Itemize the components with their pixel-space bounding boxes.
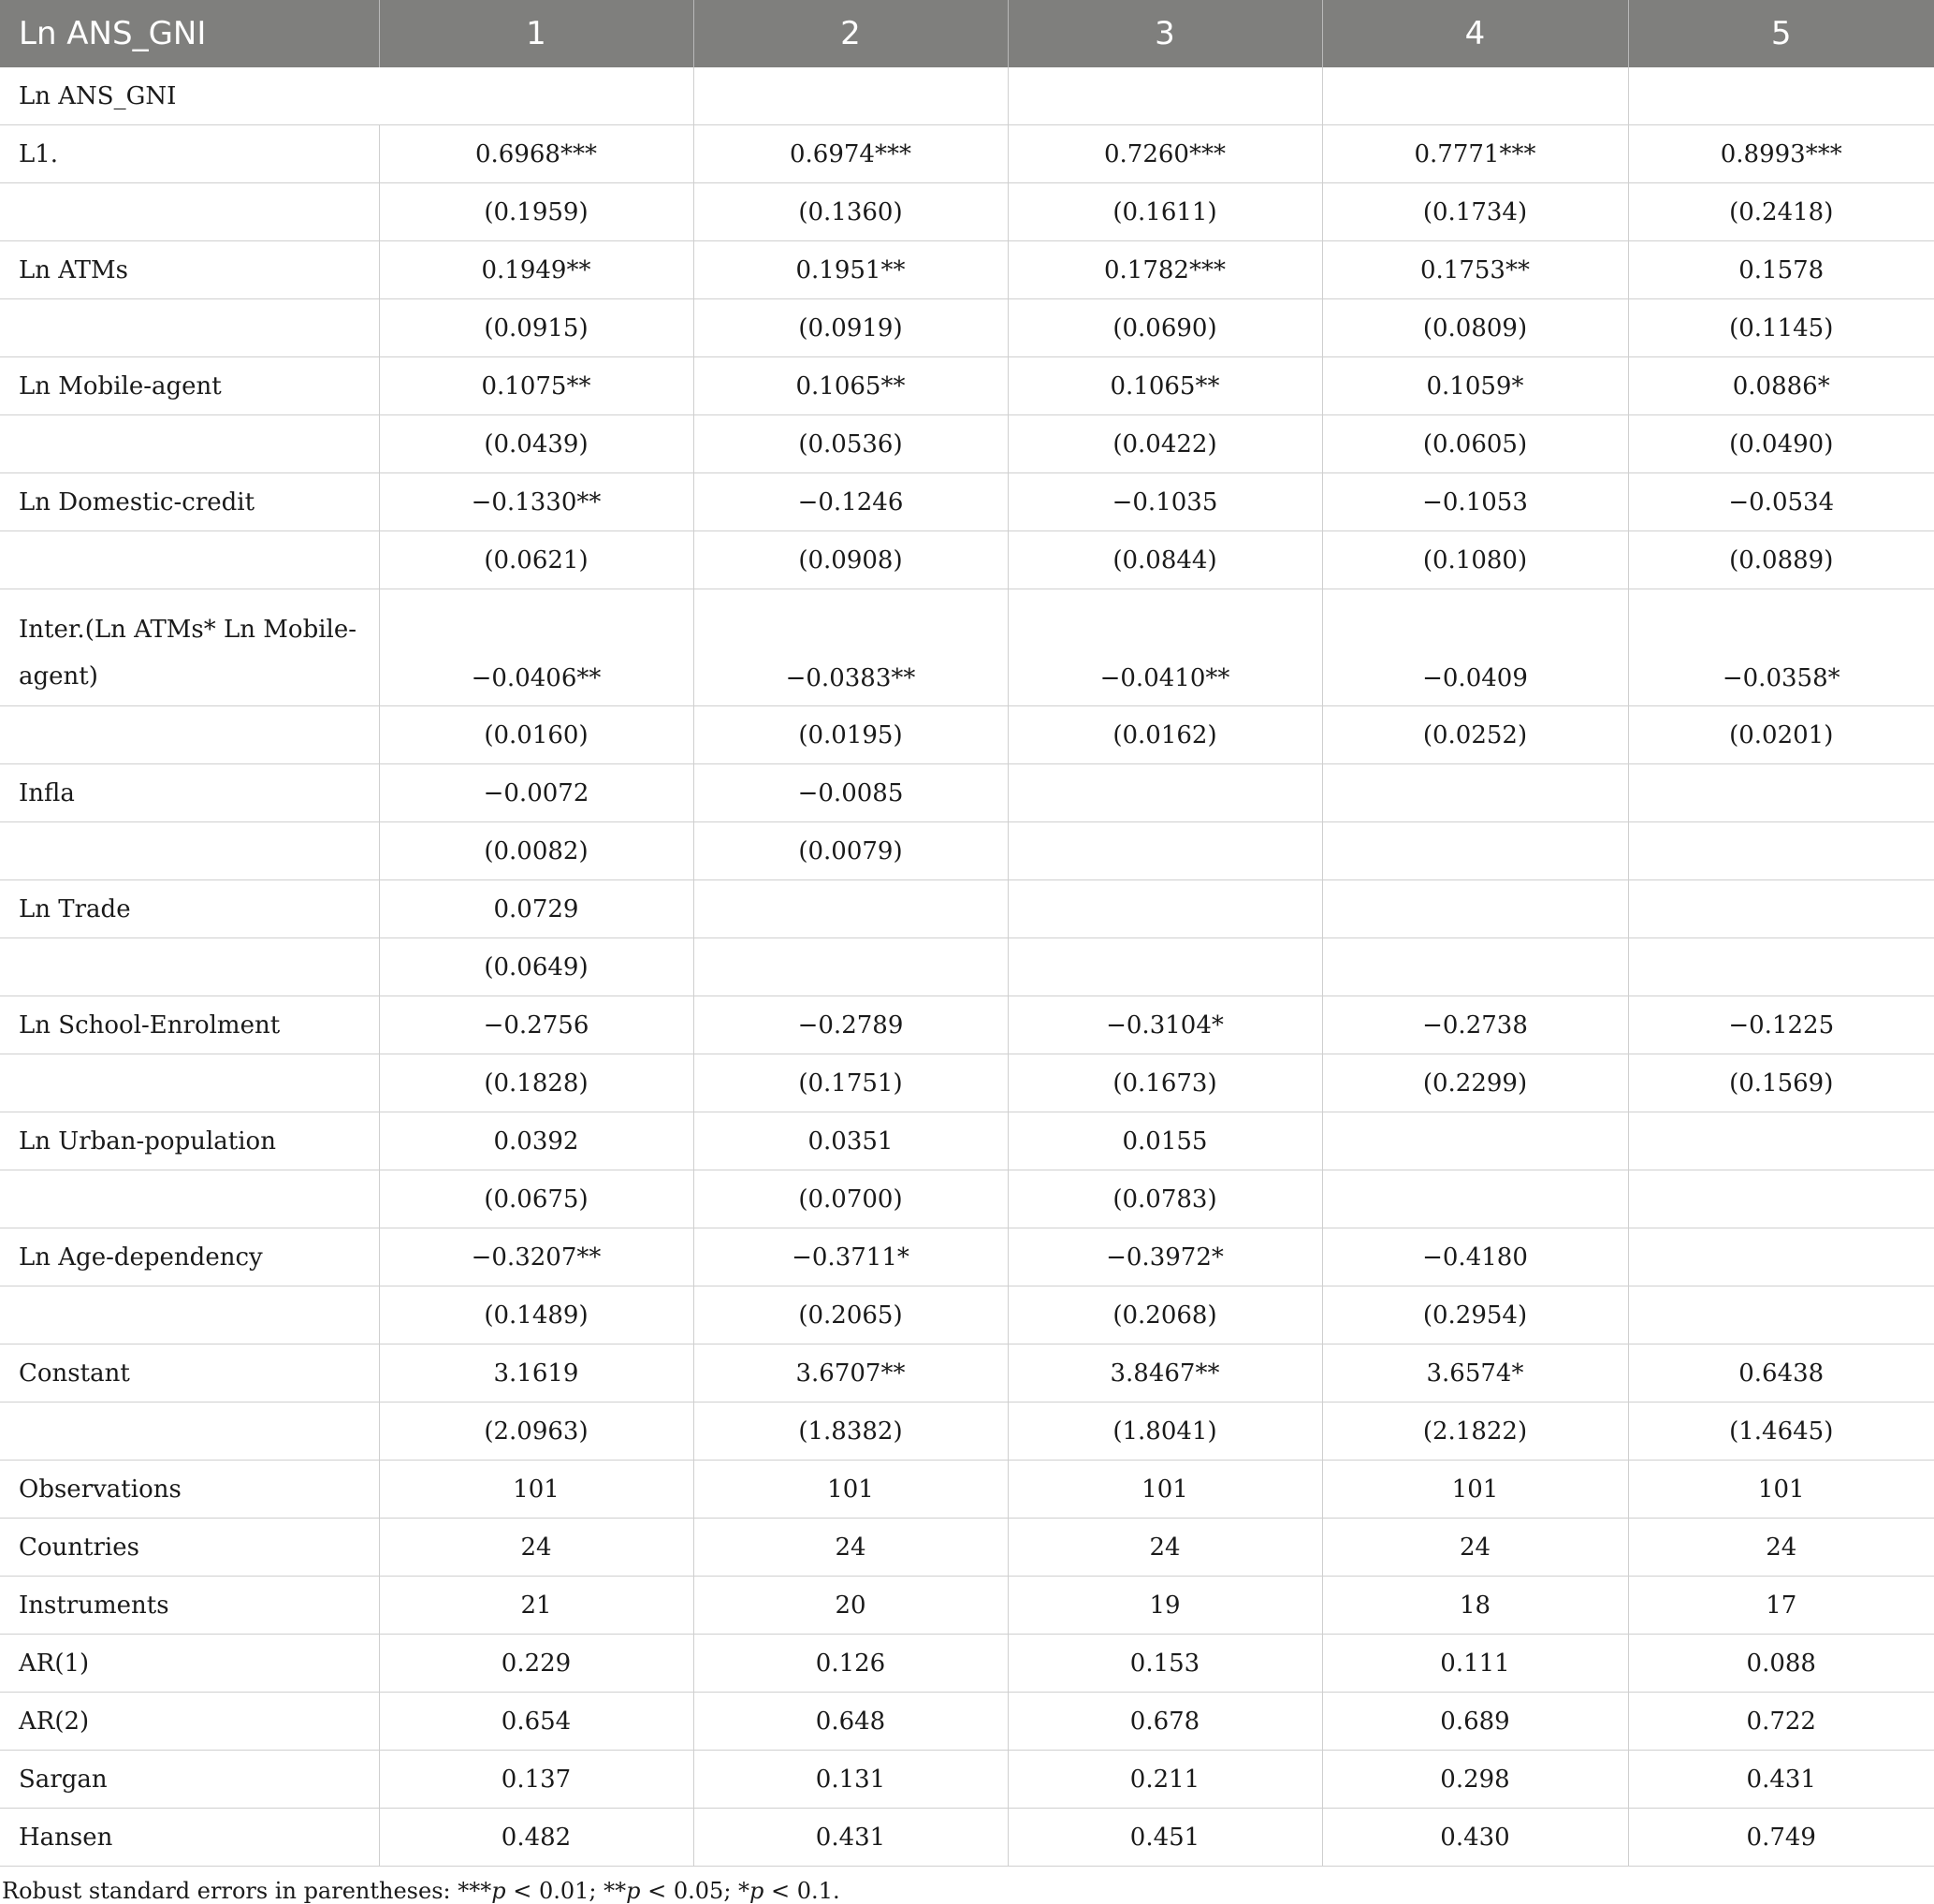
table-cell: 3.6707** xyxy=(693,1344,1008,1403)
table-cell: (0.0082) xyxy=(379,822,693,880)
row-label: Observations xyxy=(0,1461,379,1519)
table-cell: 24 xyxy=(1322,1519,1628,1577)
table-cell: (0.0908) xyxy=(693,531,1008,589)
table-cell: 0.131 xyxy=(693,1751,1008,1809)
row-label xyxy=(0,299,379,357)
table-cell xyxy=(1008,880,1322,938)
table-cell xyxy=(1628,764,1934,822)
table-cell: (0.1751) xyxy=(693,1054,1008,1112)
table-row xyxy=(0,938,1934,996)
table-cell: 0.431 xyxy=(693,1809,1008,1867)
footnote-prefix: Robust standard errors in parentheses: *** xyxy=(2,1878,492,1904)
table-cell: (1.8382) xyxy=(693,1403,1008,1461)
table-cell: −0.0534 xyxy=(1628,473,1934,531)
table-cell: −0.1330** xyxy=(379,473,693,531)
table-cell: 24 xyxy=(379,1519,693,1577)
table-cell xyxy=(1322,67,1628,125)
table-cell xyxy=(1008,822,1322,880)
row-label xyxy=(0,531,379,589)
row-label: L1. xyxy=(0,125,379,183)
table-row xyxy=(0,473,1934,531)
table-row xyxy=(0,1170,1934,1228)
row-label: Ln ATMs xyxy=(0,241,379,299)
table-row xyxy=(0,1635,1934,1693)
row-label: Sargan xyxy=(0,1751,379,1809)
table-cell: 0.0392 xyxy=(379,1112,693,1170)
table-cell: 3.1619 xyxy=(379,1344,693,1403)
table-cell: 0.0155 xyxy=(1008,1112,1322,1170)
header-cell-variable: Ln ANS_GNI xyxy=(0,0,379,67)
table-cell: (0.0809) xyxy=(1322,299,1628,357)
table-cell: (0.0422) xyxy=(1008,415,1322,473)
table-cell xyxy=(693,938,1008,996)
table-cell: 0.6968*** xyxy=(379,125,693,183)
table-cell: 101 xyxy=(1008,1461,1322,1519)
table-cell: −0.0072 xyxy=(379,764,693,822)
row-label: Instruments xyxy=(0,1577,379,1635)
table-cell: −0.2756 xyxy=(379,996,693,1054)
table-cell: 0.482 xyxy=(379,1809,693,1867)
table-cell xyxy=(1628,1112,1934,1170)
table-footnote xyxy=(2,1878,1934,1904)
table-row xyxy=(0,764,1934,822)
table-cell: −0.2738 xyxy=(1322,996,1628,1054)
table-cell: 0.137 xyxy=(379,1751,693,1809)
table-cell: 0.1065** xyxy=(1008,357,1322,415)
row-label: Ln Urban-population xyxy=(0,1112,379,1170)
table-cell: 0.088 xyxy=(1628,1635,1934,1693)
table-cell: 0.689 xyxy=(1322,1693,1628,1751)
table-cell: 0.0351 xyxy=(693,1112,1008,1170)
table-cell: −0.0085 xyxy=(693,764,1008,822)
table-cell: (0.1569) xyxy=(1628,1054,1934,1112)
table-cell: (0.2068) xyxy=(1008,1286,1322,1344)
table-cell: 0.298 xyxy=(1322,1751,1628,1809)
table-cell: (0.0079) xyxy=(693,822,1008,880)
table-cell: (0.1734) xyxy=(1322,183,1628,241)
row-label xyxy=(0,1054,379,1112)
table-cell xyxy=(1628,822,1934,880)
table-cell: 0.1753** xyxy=(1322,241,1628,299)
row-label xyxy=(0,1286,379,1344)
table-cell: −0.0409 xyxy=(1322,589,1628,706)
header-row xyxy=(0,0,1934,67)
table-cell: 0.0886* xyxy=(1628,357,1934,415)
table-cell: (0.0915) xyxy=(379,299,693,357)
header-cell-model-2: 2 xyxy=(693,0,1008,67)
row-label: Ln School-Enrolment xyxy=(0,996,379,1054)
row-label xyxy=(0,415,379,473)
table-cell: 101 xyxy=(379,1461,693,1519)
table-cell: (0.1145) xyxy=(1628,299,1934,357)
table-cell: 0.153 xyxy=(1008,1635,1322,1693)
table-cell xyxy=(1008,938,1322,996)
table-cell xyxy=(1322,938,1628,996)
table-cell: (0.1080) xyxy=(1322,531,1628,589)
table-cell: (0.0690) xyxy=(1008,299,1322,357)
table-cell: (0.1959) xyxy=(379,183,693,241)
table-cell: (0.0605) xyxy=(1322,415,1628,473)
table-cell xyxy=(1628,1286,1934,1344)
table-cell: 0.430 xyxy=(1322,1809,1628,1867)
table-cell: −0.0358* xyxy=(1628,589,1934,706)
table-cell: 3.8467** xyxy=(1008,1344,1322,1403)
table-cell: 0.451 xyxy=(1008,1809,1322,1867)
table-cell: 0.1075** xyxy=(379,357,693,415)
row-label: Hansen xyxy=(0,1809,379,1867)
footnote-t2: < 0.05; * xyxy=(640,1878,750,1904)
table-cell: (1.8041) xyxy=(1008,1403,1322,1461)
row-label: Countries xyxy=(0,1519,379,1577)
table-cell: (0.0844) xyxy=(1008,531,1322,589)
table-cell: (0.0675) xyxy=(379,1170,693,1228)
row-label xyxy=(0,183,379,241)
row-label: Ln ANS_GNI xyxy=(0,67,693,125)
table-row xyxy=(0,589,1934,706)
row-label: AR(2) xyxy=(0,1693,379,1751)
table-cell: −0.1246 xyxy=(693,473,1008,531)
table-row xyxy=(0,706,1934,764)
table-cell: 0.1578 xyxy=(1628,241,1934,299)
footnote-t3: < 0.1. xyxy=(763,1878,840,1904)
header-cell-model-5: 5 xyxy=(1628,0,1934,67)
table-row xyxy=(0,299,1934,357)
table-cell: (0.2065) xyxy=(693,1286,1008,1344)
table-cell xyxy=(1628,1228,1934,1286)
table-cell: −0.1225 xyxy=(1628,996,1934,1054)
table-cell: −0.1035 xyxy=(1008,473,1322,531)
table-row xyxy=(0,1519,1934,1577)
table-cell: 101 xyxy=(1322,1461,1628,1519)
table-cell: (0.0536) xyxy=(693,415,1008,473)
table-row xyxy=(0,1693,1934,1751)
table-cell: 0.1782*** xyxy=(1008,241,1322,299)
table-cell: 0.0729 xyxy=(379,880,693,938)
table-cell xyxy=(1322,764,1628,822)
table-cell: 0.1949** xyxy=(379,241,693,299)
table-cell: 0.722 xyxy=(1628,1693,1934,1751)
footnote-p2: p xyxy=(626,1878,641,1904)
table-row xyxy=(0,1286,1934,1344)
row-label: Ln Age-dependency xyxy=(0,1228,379,1286)
table-cell: (0.0439) xyxy=(379,415,693,473)
table-cell: −0.3972* xyxy=(1008,1228,1322,1286)
table-row xyxy=(0,880,1934,938)
row-label: AR(1) xyxy=(0,1635,379,1693)
table-cell: 24 xyxy=(1008,1519,1322,1577)
table-cell: (0.2418) xyxy=(1628,183,1934,241)
footnote-p3: p xyxy=(749,1878,764,1904)
table-cell: 0.654 xyxy=(379,1693,693,1751)
table-cell xyxy=(1628,938,1934,996)
table-cell xyxy=(1322,1170,1628,1228)
row-label: Infla xyxy=(0,764,379,822)
row-label: Inter.(Ln ATMs* Ln Mobile-agent) xyxy=(0,589,379,706)
table-cell: 0.1065** xyxy=(693,357,1008,415)
table-cell: −0.0406** xyxy=(379,589,693,706)
table-cell: (0.0201) xyxy=(1628,706,1934,764)
table-row xyxy=(0,125,1934,183)
table-row xyxy=(0,1344,1934,1403)
table-cell: 101 xyxy=(693,1461,1008,1519)
table-cell: 24 xyxy=(693,1519,1008,1577)
table-cell xyxy=(693,880,1008,938)
table-cell: 0.648 xyxy=(693,1693,1008,1751)
table-cell: (0.0783) xyxy=(1008,1170,1322,1228)
table-cell: (0.0621) xyxy=(379,531,693,589)
table-cell: 3.6574* xyxy=(1322,1344,1628,1403)
row-label: Ln Trade xyxy=(0,880,379,938)
table-cell xyxy=(693,67,1008,125)
table-row xyxy=(0,67,1934,125)
table-cell xyxy=(1008,67,1322,125)
table-row xyxy=(0,1577,1934,1635)
table-cell: 24 xyxy=(1628,1519,1934,1577)
table-cell xyxy=(1628,1170,1934,1228)
table-cell: (0.0649) xyxy=(379,938,693,996)
table-cell: (0.0252) xyxy=(1322,706,1628,764)
table-cell xyxy=(1322,822,1628,880)
table-cell: 0.7771*** xyxy=(1322,125,1628,183)
table-body xyxy=(0,67,1934,1867)
table-row xyxy=(0,183,1934,241)
row-label xyxy=(0,822,379,880)
table-cell: −0.0383** xyxy=(693,589,1008,706)
footnote-t1: < 0.01; ** xyxy=(505,1878,627,1904)
table-cell: 17 xyxy=(1628,1577,1934,1635)
table-cell: 0.1059* xyxy=(1322,357,1628,415)
table-cell xyxy=(1322,880,1628,938)
table-row xyxy=(0,1809,1934,1867)
table-cell: −0.1053 xyxy=(1322,473,1628,531)
table-row xyxy=(0,1112,1934,1170)
table-cell: (2.0963) xyxy=(379,1403,693,1461)
table-row xyxy=(0,1751,1934,1809)
table-cell: (0.0160) xyxy=(379,706,693,764)
table-row xyxy=(0,996,1934,1054)
table-cell: (0.0195) xyxy=(693,706,1008,764)
table-cell: 0.749 xyxy=(1628,1809,1934,1867)
header-cell-model-4: 4 xyxy=(1322,0,1628,67)
table-cell: 0.7260*** xyxy=(1008,125,1322,183)
table-cell: (0.2299) xyxy=(1322,1054,1628,1112)
table-cell: −0.0410** xyxy=(1008,589,1322,706)
table-row xyxy=(0,357,1934,415)
table-cell: (0.0889) xyxy=(1628,531,1934,589)
table-cell: (0.1673) xyxy=(1008,1054,1322,1112)
table-cell: (0.0490) xyxy=(1628,415,1934,473)
table-cell: 0.6438 xyxy=(1628,1344,1934,1403)
table-row xyxy=(0,415,1934,473)
table-cell: (0.2954) xyxy=(1322,1286,1628,1344)
table-cell: −0.2789 xyxy=(693,996,1008,1054)
table-cell: 20 xyxy=(693,1577,1008,1635)
table-cell: 21 xyxy=(379,1577,693,1635)
table-row xyxy=(0,241,1934,299)
table-row xyxy=(0,1228,1934,1286)
table-cell: 0.111 xyxy=(1322,1635,1628,1693)
table-cell: (2.1822) xyxy=(1322,1403,1628,1461)
table-row xyxy=(0,1403,1934,1461)
row-label: Ln Domestic-credit xyxy=(0,473,379,531)
table-cell: −0.3104* xyxy=(1008,996,1322,1054)
table-cell: (0.1489) xyxy=(379,1286,693,1344)
header-cell-model-1: 1 xyxy=(379,0,693,67)
table-row xyxy=(0,1054,1934,1112)
row-label xyxy=(0,1403,379,1461)
table-cell: 0.8993*** xyxy=(1628,125,1934,183)
table-row xyxy=(0,822,1934,880)
row-label xyxy=(0,938,379,996)
table-cell: (0.1611) xyxy=(1008,183,1322,241)
table-cell: 0.6974*** xyxy=(693,125,1008,183)
row-label xyxy=(0,706,379,764)
table-cell: 101 xyxy=(1628,1461,1934,1519)
table-cell xyxy=(1628,880,1934,938)
table-cell: 0.126 xyxy=(693,1635,1008,1693)
table-cell: −0.3207** xyxy=(379,1228,693,1286)
table-cell: (0.1360) xyxy=(693,183,1008,241)
table-cell: 0.229 xyxy=(379,1635,693,1693)
row-label: Ln Mobile-agent xyxy=(0,357,379,415)
table-cell: (0.0162) xyxy=(1008,706,1322,764)
table-row xyxy=(0,1461,1934,1519)
table-cell: (1.4645) xyxy=(1628,1403,1934,1461)
row-label xyxy=(0,1170,379,1228)
table-cell: (0.1828) xyxy=(379,1054,693,1112)
table-header xyxy=(0,0,1934,67)
header-cell-model-3: 3 xyxy=(1008,0,1322,67)
table-cell: 0.211 xyxy=(1008,1751,1322,1809)
table-cell xyxy=(1008,764,1322,822)
table-cell: 19 xyxy=(1008,1577,1322,1635)
table-cell: (0.0919) xyxy=(693,299,1008,357)
table-cell xyxy=(1628,67,1934,125)
row-label: Constant xyxy=(0,1344,379,1403)
table-cell: −0.4180 xyxy=(1322,1228,1628,1286)
table-cell: 0.1951** xyxy=(693,241,1008,299)
footnote-p1: p xyxy=(491,1878,506,1904)
table-cell: 0.678 xyxy=(1008,1693,1322,1751)
table-cell: 0.431 xyxy=(1628,1751,1934,1809)
table-row xyxy=(0,531,1934,589)
table-cell: (0.0700) xyxy=(693,1170,1008,1228)
table-cell: 18 xyxy=(1322,1577,1628,1635)
table-cell: −0.3711* xyxy=(693,1228,1008,1286)
table-cell xyxy=(1322,1112,1628,1170)
